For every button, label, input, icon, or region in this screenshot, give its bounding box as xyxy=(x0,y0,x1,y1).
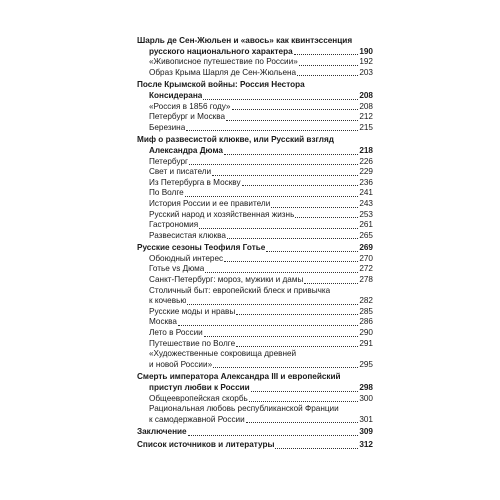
toc-entry-title: русского национального характера xyxy=(149,46,293,56)
toc-entry-title: Санкт-Петербург: мороз, мужики и дамы xyxy=(149,275,304,285)
toc-entry-title: «Художественные сокровища древней xyxy=(149,349,297,359)
toc-entry-title: После Крымской войны: Россия Нестора xyxy=(137,80,305,90)
dot-leader xyxy=(236,345,358,347)
toc-subentry xyxy=(137,349,373,360)
dot-leader xyxy=(205,271,358,273)
toc-page-number: 282 xyxy=(359,296,373,306)
toc-page-number: 269 xyxy=(359,243,373,253)
dot-leader xyxy=(294,53,359,55)
toc-subentry xyxy=(137,264,373,275)
dot-leader xyxy=(186,129,358,131)
toc-entry-title: Рациональная любовь республиканской Франции xyxy=(149,404,339,414)
toc-page-number: 208 xyxy=(359,90,373,100)
toc-page-number: 212 xyxy=(359,112,373,122)
dot-leader xyxy=(242,184,359,186)
dot-leader xyxy=(204,335,359,337)
toc-page-number: 291 xyxy=(359,338,373,348)
toc-entry-title: к самодержавной России xyxy=(149,414,245,424)
toc-page-number: 243 xyxy=(359,198,373,208)
toc-subentry xyxy=(137,317,373,328)
toc-page-number: 295 xyxy=(359,359,373,369)
dot-leader xyxy=(199,227,358,229)
dot-leader xyxy=(251,390,359,392)
toc-subentry xyxy=(137,296,373,307)
toc-page-number: 290 xyxy=(359,328,373,338)
toc-entry-title: Миф о развесистой клюкве, или Русский взгляд xyxy=(137,135,334,145)
dot-leader xyxy=(304,282,358,284)
dot-leader xyxy=(246,421,359,423)
dot-leader xyxy=(297,74,358,76)
toc-page-number: 265 xyxy=(359,230,373,240)
toc-entry-title: Русские сезоны Теофиля Готье xyxy=(137,243,266,253)
toc-page-number: 253 xyxy=(359,209,373,219)
toc-entry-title: Заключение xyxy=(137,427,187,437)
toc-entry-title: Общеевропейская скорбь xyxy=(149,393,248,403)
dot-leader xyxy=(224,153,358,155)
toc-page-number: 301 xyxy=(359,414,373,424)
toc-entry-title: к кочевью xyxy=(149,296,187,306)
table-of-contents xyxy=(137,36,373,453)
toc-page-number: 236 xyxy=(359,177,373,187)
toc-entry-title: Консидерана xyxy=(149,90,203,100)
toc-entry-title: Александра Дюма xyxy=(149,145,223,155)
toc-page-number: 241 xyxy=(359,188,373,198)
toc-entry-title: Березина xyxy=(149,122,186,132)
dot-leader xyxy=(227,237,358,239)
dot-leader xyxy=(187,303,358,305)
toc-entry-title: Столичный быт: европейский блеск и привычка xyxy=(149,285,331,295)
dot-leader xyxy=(178,324,358,326)
dot-leader xyxy=(249,400,359,402)
toc-subentry xyxy=(137,102,373,113)
toc-page-number: 312 xyxy=(359,439,373,449)
toc-section xyxy=(137,243,373,370)
toc-subentry xyxy=(137,57,373,68)
toc-entry-title: Москва xyxy=(149,317,177,327)
toc-page-number: 203 xyxy=(359,67,373,77)
toc-page-number: 300 xyxy=(359,393,373,403)
toc-subentry xyxy=(137,188,373,199)
toc-subentry xyxy=(137,178,373,189)
dot-leader xyxy=(295,216,358,218)
toc-subentry xyxy=(137,275,373,286)
toc-page-number: 229 xyxy=(359,167,373,177)
toc-page-number: 286 xyxy=(359,317,373,327)
toc-entry-title: «Россия в 1856 году» xyxy=(149,101,231,111)
toc-page-number: 270 xyxy=(359,253,373,263)
toc-page-number: 208 xyxy=(359,101,373,111)
dot-leader xyxy=(299,64,359,66)
toc-entry-title: Русский народ и хозяйственная жизнь xyxy=(149,209,295,219)
toc-section xyxy=(137,135,373,241)
toc-page-number: 226 xyxy=(359,156,373,166)
toc-entry-title: и новой России» xyxy=(149,359,213,369)
toc-page-number: 309 xyxy=(359,427,373,437)
toc-entry-title: Петербург и Москва xyxy=(149,112,226,122)
dot-leader xyxy=(185,195,359,197)
toc-page-number: 190 xyxy=(359,46,373,56)
toc-entry-title: Свет и писатели xyxy=(149,167,212,177)
toc-entry-title: Смерть императора Александра III и европейский xyxy=(137,372,341,382)
toc-page-number: 215 xyxy=(359,122,373,132)
toc-entry xyxy=(137,36,373,47)
toc-subentry xyxy=(137,307,373,318)
toc-entry-title: приступ любви к России xyxy=(149,383,250,392)
toc-entry xyxy=(137,47,373,58)
toc-entry xyxy=(137,427,373,438)
toc-entry-title: «Живописное путешествие по России» xyxy=(149,57,298,67)
toc-entry-title: История России и ее правители xyxy=(149,198,271,208)
toc-section xyxy=(137,80,373,133)
toc-page-number: 218 xyxy=(359,145,373,155)
dot-leader xyxy=(226,119,358,121)
toc-subentry xyxy=(137,210,373,221)
toc-subentry xyxy=(137,220,373,231)
toc-page-number: 285 xyxy=(359,306,373,316)
toc-entry-title: Путешествие по Волге xyxy=(149,338,236,348)
dot-leader xyxy=(266,250,358,252)
toc-entry xyxy=(137,146,373,157)
toc-subentry xyxy=(137,286,373,297)
toc-entry-title: Развесистая клюква xyxy=(149,230,226,240)
toc-entry-title: Список источников и литературы xyxy=(137,439,275,449)
dot-leader xyxy=(212,174,358,176)
toc-subentry xyxy=(137,231,373,242)
section-gap xyxy=(137,451,373,453)
toc-subentry xyxy=(137,394,373,405)
toc-subentry xyxy=(137,157,373,168)
toc-subentry xyxy=(137,415,373,426)
dot-leader xyxy=(189,163,358,165)
toc-page-number: 278 xyxy=(359,275,373,285)
dot-leader xyxy=(236,313,358,315)
toc-entry-title: Русские моды и нравы xyxy=(149,306,236,316)
toc-subentry xyxy=(137,254,373,265)
toc-page-number: 192 xyxy=(359,57,373,67)
toc-entry-title: Готье vs Дюма xyxy=(149,264,205,274)
toc-entry xyxy=(137,80,373,91)
dot-leader xyxy=(224,260,358,262)
toc-entry-title: Из Петербурга в Москву xyxy=(149,177,241,187)
toc-section xyxy=(137,36,373,78)
toc-subentry xyxy=(137,199,373,210)
toc-page-number: 261 xyxy=(359,220,373,230)
toc-entry-title: Шарль де Сен-Жюльен и «авось» как квинтэссенция xyxy=(137,36,353,45)
toc-section xyxy=(137,427,373,438)
toc-page-number: 298 xyxy=(359,383,373,392)
toc-entry-title: Обоюдный интерес xyxy=(149,253,224,263)
toc-subentry xyxy=(137,339,373,350)
toc-page-number: 272 xyxy=(359,264,373,274)
toc-entry-title: По Волге xyxy=(149,188,184,198)
toc-entry xyxy=(137,91,373,102)
dot-leader xyxy=(271,206,358,208)
toc-entry-title: Петербург xyxy=(149,156,188,166)
toc-subentry xyxy=(137,112,373,123)
dot-leader xyxy=(188,434,359,436)
toc-entry-title: Гастрономия xyxy=(149,220,199,230)
toc-entry xyxy=(137,135,373,146)
toc-section xyxy=(137,372,373,425)
dot-leader xyxy=(275,447,358,449)
dot-leader xyxy=(213,366,358,368)
toc-entry-title: Лето в России xyxy=(149,328,203,338)
toc-entry xyxy=(137,243,373,254)
dot-leader xyxy=(203,98,358,100)
toc-subentry xyxy=(137,404,373,415)
toc-entry xyxy=(137,372,373,383)
toc-entry xyxy=(137,383,373,394)
toc-section xyxy=(137,440,373,451)
toc-entry-title: Образ Крыма Шарля де Сен-Жюльена xyxy=(149,67,297,77)
toc-entry xyxy=(137,440,373,451)
toc-subentry xyxy=(137,68,373,79)
toc-subentry xyxy=(137,328,373,339)
toc-subentry xyxy=(137,360,373,371)
toc-subentry xyxy=(137,167,373,178)
toc-subentry xyxy=(137,123,373,134)
dot-leader xyxy=(232,108,359,110)
